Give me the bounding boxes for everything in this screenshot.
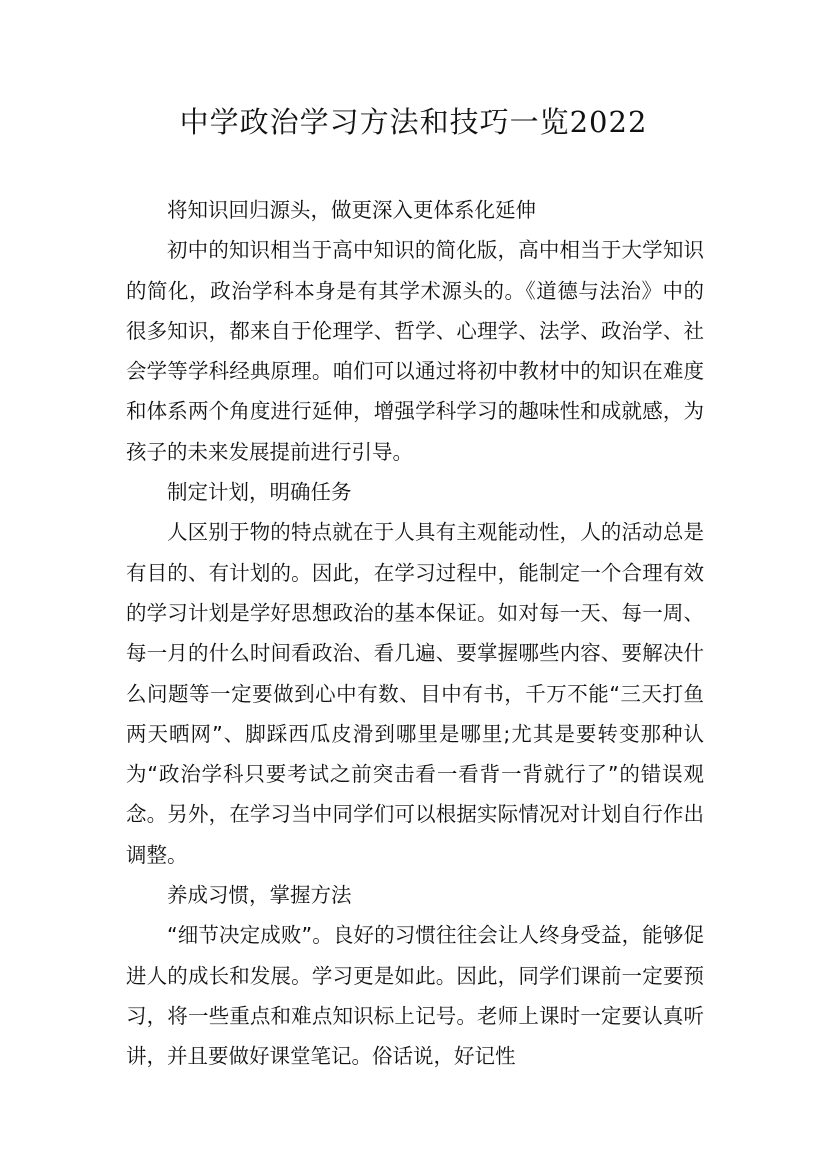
body-paragraph: 初中的知识相当于高中知识的简化版，高中相当于大学知识的简化，政治学科本身是有其学术源头的。《道德与法治》中的很多知识，都来自于伦理学、哲学、心理学、法学、政治学、社会学等学科经典原理。咱们可以通过将初中教材中的知识在难度和体系两个角度进行延伸，增强学科学习的趣味性和成就感，为孩子的未来发展提前进行引导。 [126,238,704,464]
document-body [126,190,704,1077]
body-paragraph: 人区别于物的特点就在于人具有主观能动性，人的活动总是有目的、有计划的。因此，在学习过程中，能制定一个合理有效的学习计划是学好思想政治的基本保证。如对每一天、每一周、每一月的什么时间看政治、看几遍、要掌握哪些内容、要解决什么问题等一定要做到心中有数、目中有书，千万不能“三天打鱼两天晒网”、脚踩西瓜皮滑到哪里是哪里;尤其是要转变那种认为“政治学科只要考试之前突击看一看背一背就行了”的错误观念。另外，在学习当中同学们可以根据实际情况对计划自行作出调整。 [126,520,704,867]
document-title: 中学政治学习方法和技巧一览2022 [179,105,648,139]
section-heading: 将知识回归源头，做更深入更体系化延伸 [167,198,536,222]
body-paragraph: “细节决定成败”。良好的习惯往往会让人终身受益，能够促进人的成长和发展。学习更是如此。因此，同学们课前一定要预习，将一些重点和难点知识标上记号。老师上课时一定要认真听讲，并且要做好课堂笔记。俗话说，好记性 [126,923,704,1069]
section-heading: 制定计划，明确任务 [167,480,352,505]
section-heading: 养成习惯，掌握方法 [167,883,352,908]
